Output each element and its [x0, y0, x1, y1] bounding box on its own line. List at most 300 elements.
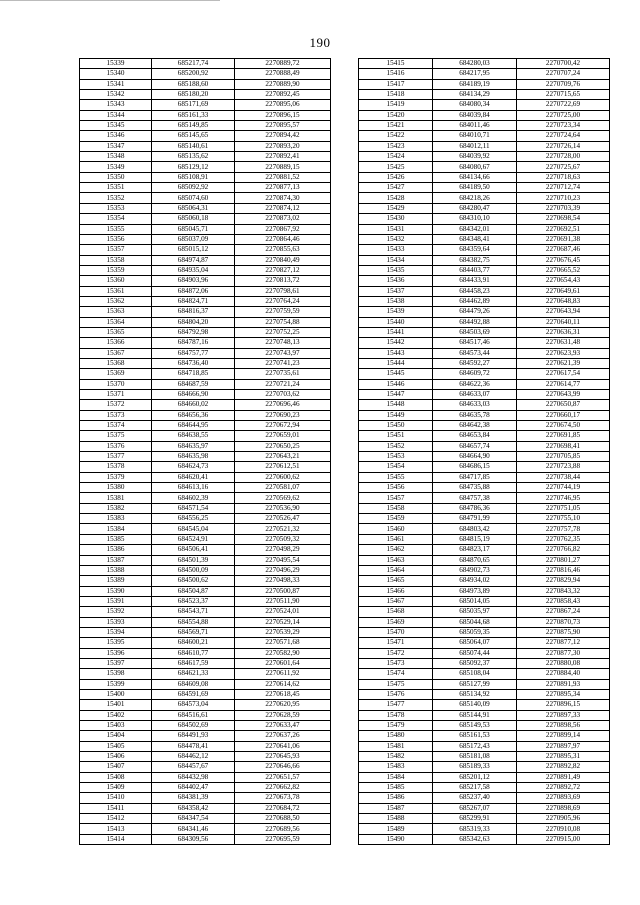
- page-number: 190: [309, 35, 331, 50]
- x-coordinate-cell: 685189,33: [433, 762, 517, 772]
- table-row: [359, 627, 610, 637]
- point-number-cell: 15484: [359, 772, 433, 782]
- x-coordinate-cell: 685127,99: [433, 679, 517, 689]
- point-number-cell: 15430: [359, 214, 433, 224]
- y-coordinate-cell: 2270873,02: [235, 214, 331, 224]
- x-coordinate-cell: 684462,12: [152, 752, 235, 762]
- point-number-cell: 15455: [359, 472, 433, 482]
- y-coordinate-cell: 2270689,56: [235, 824, 331, 834]
- y-coordinate-cell: 2270646,66: [235, 762, 331, 772]
- x-coordinate-cell: 684341,46: [152, 824, 235, 834]
- x-coordinate-cell: 684478,41: [152, 741, 235, 751]
- y-coordinate-cell: 2270601,64: [235, 658, 331, 668]
- point-number-cell: 15463: [359, 555, 433, 565]
- point-number-cell: 15472: [359, 648, 433, 658]
- x-coordinate-cell: 684457,67: [152, 762, 235, 772]
- y-coordinate-cell: 2270905,96: [517, 814, 610, 824]
- table-row: [80, 834, 331, 844]
- x-coordinate-cell: 685217,74: [152, 59, 235, 69]
- x-coordinate-cell: 684479,26: [433, 307, 517, 317]
- table-row: [80, 296, 331, 306]
- point-number-cell: 15403: [80, 721, 152, 731]
- point-number-cell: 15486: [359, 793, 433, 803]
- point-number-cell: 15426: [359, 172, 433, 182]
- table-row: [80, 700, 331, 710]
- table-row: [359, 534, 610, 544]
- point-number-cell: 15441: [359, 327, 433, 337]
- table-row: [359, 110, 610, 120]
- point-number-cell: 15442: [359, 338, 433, 348]
- y-coordinate-cell: 2270877,30: [517, 648, 610, 658]
- table-row: [80, 400, 331, 410]
- point-number-cell: 15360: [80, 276, 152, 286]
- y-coordinate-cell: 2270643,99: [517, 390, 610, 400]
- x-coordinate-cell: 684620,41: [152, 472, 235, 482]
- x-coordinate-cell: 684600,21: [152, 638, 235, 648]
- x-coordinate-cell: 684381,39: [152, 793, 235, 803]
- y-coordinate-cell: 2270877,13: [235, 183, 331, 193]
- x-coordinate-cell: 685035,97: [433, 607, 517, 617]
- table-row: [80, 783, 331, 793]
- x-coordinate-cell: 684803,42: [433, 524, 517, 534]
- y-coordinate-cell: 2270875,90: [517, 627, 610, 637]
- x-coordinate-cell: 684347,54: [152, 814, 235, 824]
- table-row: [80, 638, 331, 648]
- table-row: [359, 317, 610, 327]
- x-coordinate-cell: 684012,11: [433, 141, 517, 151]
- x-coordinate-cell: 685108,91: [152, 172, 235, 182]
- point-number-cell: 15408: [80, 772, 152, 782]
- point-number-cell: 15349: [80, 162, 152, 172]
- table-row: [80, 565, 331, 575]
- x-coordinate-cell: 684974,87: [152, 255, 235, 265]
- point-number-cell: 15355: [80, 224, 152, 234]
- left-coordinate-table: [79, 58, 331, 845]
- x-coordinate-cell: 685108,04: [433, 669, 517, 679]
- point-number-cell: 15414: [80, 834, 152, 844]
- y-coordinate-cell: 2270645,93: [235, 752, 331, 762]
- x-coordinate-cell: 684010,71: [433, 131, 517, 141]
- x-coordinate-cell: 684524,91: [152, 534, 235, 544]
- y-coordinate-cell: 2270759,59: [235, 307, 331, 317]
- point-number-cell: 15482: [359, 752, 433, 762]
- table-row: [359, 193, 610, 203]
- x-coordinate-cell: 684432,98: [152, 772, 235, 782]
- point-number-cell: 15350: [80, 172, 152, 182]
- table-row: [359, 565, 610, 575]
- y-coordinate-cell: 2270898,56: [517, 721, 610, 731]
- table-row: [359, 307, 610, 317]
- y-coordinate-cell: 2270709,76: [517, 79, 610, 89]
- y-coordinate-cell: 2270676,45: [517, 255, 610, 265]
- table-row: [359, 245, 610, 255]
- point-number-cell: 15361: [80, 286, 152, 296]
- y-coordinate-cell: 2270581,07: [235, 483, 331, 493]
- x-coordinate-cell: 685045,71: [152, 224, 235, 234]
- table-row: [80, 555, 331, 565]
- point-number-cell: 15380: [80, 483, 152, 493]
- x-coordinate-cell: 685140,09: [433, 700, 517, 710]
- point-number-cell: 15364: [80, 317, 152, 327]
- x-coordinate-cell: 684218,26: [433, 193, 517, 203]
- point-number-cell: 15439: [359, 307, 433, 317]
- x-coordinate-cell: 684491,93: [152, 731, 235, 741]
- point-number-cell: 15436: [359, 276, 433, 286]
- y-coordinate-cell: 2270892,72: [517, 783, 610, 793]
- y-coordinate-cell: 2270633,47: [235, 721, 331, 731]
- point-number-cell: 15460: [359, 524, 433, 534]
- x-coordinate-cell: 685149,53: [433, 721, 517, 731]
- y-coordinate-cell: 2270798,61: [235, 286, 331, 296]
- point-number-cell: 15485: [359, 783, 433, 793]
- table-row: [80, 390, 331, 400]
- x-coordinate-cell: 684622,36: [433, 379, 517, 389]
- point-number-cell: 15377: [80, 452, 152, 462]
- point-number-cell: 15393: [80, 617, 152, 627]
- x-coordinate-cell: 685171,69: [152, 100, 235, 110]
- table-row: [80, 731, 331, 741]
- point-number-cell: 15407: [80, 762, 152, 772]
- y-coordinate-cell: 2270884,40: [517, 669, 610, 679]
- table-row: [359, 214, 610, 224]
- point-number-cell: 15366: [80, 338, 152, 348]
- point-number-cell: 15351: [80, 183, 152, 193]
- top-edge-rule: [0, 0, 220, 1]
- y-coordinate-cell: 2270874,12: [235, 203, 331, 213]
- table-row: [359, 689, 610, 699]
- table-row: [80, 762, 331, 772]
- table-row: [359, 265, 610, 275]
- point-number-cell: 15352: [80, 193, 152, 203]
- table-row: [359, 824, 610, 834]
- point-number-cell: 15421: [359, 121, 433, 131]
- point-number-cell: 15410: [80, 793, 152, 803]
- y-coordinate-cell: 2270726,14: [517, 141, 610, 151]
- x-coordinate-cell: 684657,74: [433, 441, 517, 451]
- x-coordinate-cell: 684348,41: [433, 234, 517, 244]
- point-number-cell: 15372: [80, 400, 152, 410]
- table-row: [80, 234, 331, 244]
- table-row: [80, 534, 331, 544]
- table-row: [359, 348, 610, 358]
- point-number-cell: 15376: [80, 441, 152, 451]
- x-coordinate-cell: 684501,39: [152, 555, 235, 565]
- y-coordinate-cell: 2270705,85: [517, 452, 610, 462]
- table-row: [80, 224, 331, 234]
- y-coordinate-cell: 2270895,31: [517, 752, 610, 762]
- y-coordinate-cell: 2270743,97: [235, 348, 331, 358]
- x-coordinate-cell: 684903,96: [152, 276, 235, 286]
- x-coordinate-cell: 684816,37: [152, 307, 235, 317]
- table-row: [359, 741, 610, 751]
- x-coordinate-cell: 684189,50: [433, 183, 517, 193]
- point-number-cell: 15466: [359, 586, 433, 596]
- right-coordinate-table-container: [358, 58, 610, 845]
- point-number-cell: 15406: [80, 752, 152, 762]
- table-row: [80, 503, 331, 513]
- y-coordinate-cell: 2270496,29: [235, 565, 331, 575]
- x-coordinate-cell: 684792,98: [152, 327, 235, 337]
- table-row: [80, 462, 331, 472]
- point-number-cell: 15404: [80, 731, 152, 741]
- point-number-cell: 15476: [359, 689, 433, 699]
- x-coordinate-cell: 684735,88: [433, 483, 517, 493]
- point-number-cell: 15392: [80, 607, 152, 617]
- y-coordinate-cell: 2270498,29: [235, 545, 331, 555]
- x-coordinate-cell: 685172,43: [433, 741, 517, 751]
- y-coordinate-cell: 2270893,69: [517, 793, 610, 803]
- x-coordinate-cell: 684545,04: [152, 524, 235, 534]
- table-row: [359, 121, 610, 131]
- x-coordinate-cell: 684280,03: [433, 59, 517, 69]
- x-coordinate-cell: 684717,85: [433, 472, 517, 482]
- x-coordinate-cell: 684973,89: [433, 586, 517, 596]
- table-row: [80, 689, 331, 699]
- y-coordinate-cell: 2270723,34: [517, 121, 610, 131]
- table-row: [80, 327, 331, 337]
- table-row: [80, 658, 331, 668]
- y-coordinate-cell: 2270858,43: [517, 596, 610, 606]
- table-row: [359, 586, 610, 596]
- point-number-cell: 15474: [359, 669, 433, 679]
- table-row: [80, 410, 331, 420]
- table-row: [359, 183, 610, 193]
- table-row: [80, 596, 331, 606]
- x-coordinate-cell: 685060,18: [152, 214, 235, 224]
- table-row: [80, 576, 331, 586]
- point-number-cell: 15381: [80, 493, 152, 503]
- table-row: [80, 824, 331, 834]
- y-coordinate-cell: 2270895,34: [517, 689, 610, 699]
- x-coordinate-cell: 685059,35: [433, 627, 517, 637]
- y-coordinate-cell: 2270536,90: [235, 503, 331, 513]
- y-coordinate-cell: 2270881,52: [235, 172, 331, 182]
- point-number-cell: 15450: [359, 421, 433, 431]
- point-number-cell: 15363: [80, 307, 152, 317]
- table-row: [80, 586, 331, 596]
- point-number-cell: 15432: [359, 234, 433, 244]
- table-row: [359, 658, 610, 668]
- table-row: [359, 731, 610, 741]
- point-number-cell: 15477: [359, 700, 433, 710]
- table-row: [359, 286, 610, 296]
- table-row: [359, 90, 610, 100]
- y-coordinate-cell: 2270620,95: [235, 700, 331, 710]
- x-coordinate-cell: 685188,60: [152, 79, 235, 89]
- y-coordinate-cell: 2270654,43: [517, 276, 610, 286]
- table-row: [80, 617, 331, 627]
- x-coordinate-cell: 685201,12: [433, 772, 517, 782]
- x-coordinate-cell: 684815,19: [433, 534, 517, 544]
- x-coordinate-cell: 685161,33: [152, 110, 235, 120]
- point-number-cell: 15369: [80, 369, 152, 379]
- y-coordinate-cell: 2270636,31: [517, 327, 610, 337]
- point-number-cell: 15462: [359, 545, 433, 555]
- point-number-cell: 15375: [80, 431, 152, 441]
- y-coordinate-cell: 2270910,08: [517, 824, 610, 834]
- y-coordinate-cell: 2270896,15: [235, 110, 331, 120]
- y-coordinate-cell: 2270637,26: [235, 731, 331, 741]
- point-number-cell: 15416: [359, 69, 433, 79]
- x-coordinate-cell: 684613,16: [152, 483, 235, 493]
- table-row: [80, 152, 331, 162]
- point-number-cell: 15413: [80, 824, 152, 834]
- point-number-cell: 15411: [80, 803, 152, 813]
- table-row: [80, 431, 331, 441]
- point-number-cell: 15371: [80, 390, 152, 400]
- point-number-cell: 15409: [80, 783, 152, 793]
- point-number-cell: 15449: [359, 410, 433, 420]
- y-coordinate-cell: 2270674,50: [517, 421, 610, 431]
- x-coordinate-cell: 685064,31: [152, 203, 235, 213]
- x-coordinate-cell: 684633,03: [433, 400, 517, 410]
- x-coordinate-cell: 684039,92: [433, 152, 517, 162]
- point-number-cell: 15479: [359, 721, 433, 731]
- point-number-cell: 15434: [359, 255, 433, 265]
- y-coordinate-cell: 2270649,61: [517, 286, 610, 296]
- x-coordinate-cell: 684902,73: [433, 565, 517, 575]
- table-row: [80, 772, 331, 782]
- point-number-cell: 15429: [359, 203, 433, 213]
- table-row: [359, 710, 610, 720]
- table-row: [80, 421, 331, 431]
- x-coordinate-cell: 685014,05: [433, 596, 517, 606]
- x-coordinate-cell: 684403,77: [433, 265, 517, 275]
- table-row: [359, 276, 610, 286]
- table-row: [359, 441, 610, 451]
- table-row: [80, 483, 331, 493]
- y-coordinate-cell: 2270539,29: [235, 627, 331, 637]
- y-coordinate-cell: 2270571,68: [235, 638, 331, 648]
- x-coordinate-cell: 684402,47: [152, 783, 235, 793]
- table-row: [80, 669, 331, 679]
- y-coordinate-cell: 2270498,33: [235, 576, 331, 586]
- point-number-cell: 15443: [359, 348, 433, 358]
- table-row: [80, 69, 331, 79]
- table-row: [359, 369, 610, 379]
- x-coordinate-cell: 684458,23: [433, 286, 517, 296]
- y-coordinate-cell: 2270495,54: [235, 555, 331, 565]
- table-row: [359, 410, 610, 420]
- y-coordinate-cell: 2270813,72: [235, 276, 331, 286]
- point-number-cell: 15398: [80, 669, 152, 679]
- y-coordinate-cell: 2270899,14: [517, 731, 610, 741]
- table-row: [359, 358, 610, 368]
- point-number-cell: 15440: [359, 317, 433, 327]
- point-number-cell: 15390: [80, 586, 152, 596]
- table-row: [80, 214, 331, 224]
- y-coordinate-cell: 2270612,51: [235, 462, 331, 472]
- x-coordinate-cell: 684823,17: [433, 545, 517, 555]
- table-row: [359, 772, 610, 782]
- point-number-cell: 15339: [80, 59, 152, 69]
- point-number-cell: 15454: [359, 462, 433, 472]
- y-coordinate-cell: 2270707,24: [517, 69, 610, 79]
- point-number-cell: 15353: [80, 203, 152, 213]
- x-coordinate-cell: 685134,92: [433, 689, 517, 699]
- x-coordinate-cell: 684433,91: [433, 276, 517, 286]
- x-coordinate-cell: 684543,71: [152, 607, 235, 617]
- x-coordinate-cell: 684134,66: [433, 172, 517, 182]
- y-coordinate-cell: 2270724,64: [517, 131, 610, 141]
- x-coordinate-cell: 685237,40: [433, 793, 517, 803]
- x-coordinate-cell: 684791,99: [433, 514, 517, 524]
- table-row: [80, 265, 331, 275]
- y-coordinate-cell: 2270764,24: [235, 296, 331, 306]
- y-coordinate-cell: 2270915,00: [517, 834, 610, 844]
- y-coordinate-cell: 2270741,23: [235, 358, 331, 368]
- y-coordinate-cell: 2270877,12: [517, 638, 610, 648]
- y-coordinate-cell: 2270801,27: [517, 555, 610, 565]
- point-number-cell: 15475: [359, 679, 433, 689]
- table-row: [80, 607, 331, 617]
- x-coordinate-cell: 684358,42: [152, 803, 235, 813]
- x-coordinate-cell: 684504,87: [152, 586, 235, 596]
- y-coordinate-cell: 2270696,46: [235, 400, 331, 410]
- y-coordinate-cell: 2270748,13: [235, 338, 331, 348]
- y-coordinate-cell: 2270600,62: [235, 472, 331, 482]
- x-coordinate-cell: 684011,46: [433, 121, 517, 131]
- x-coordinate-cell: 684624,73: [152, 462, 235, 472]
- table-row: [359, 503, 610, 513]
- y-coordinate-cell: 2270617,54: [517, 369, 610, 379]
- x-coordinate-cell: 684787,16: [152, 338, 235, 348]
- table-row: [359, 234, 610, 244]
- table-row: [80, 358, 331, 368]
- table-row: [359, 834, 610, 844]
- point-number-cell: 15362: [80, 296, 152, 306]
- x-coordinate-cell: 684660,02: [152, 400, 235, 410]
- y-coordinate-cell: 2270631,48: [517, 338, 610, 348]
- y-coordinate-cell: 2270880,08: [517, 658, 610, 668]
- x-coordinate-cell: 684656,36: [152, 410, 235, 420]
- y-coordinate-cell: 2270762,35: [517, 534, 610, 544]
- table-row: [80, 255, 331, 265]
- x-coordinate-cell: 684610,77: [152, 648, 235, 658]
- point-number-cell: 15465: [359, 576, 433, 586]
- x-coordinate-cell: 684310,10: [433, 214, 517, 224]
- point-number-cell: 15348: [80, 152, 152, 162]
- point-number-cell: 15415: [359, 59, 433, 69]
- y-coordinate-cell: 2270751,05: [517, 503, 610, 513]
- table-row: [359, 524, 610, 534]
- x-coordinate-cell: 684573,04: [152, 700, 235, 710]
- x-coordinate-cell: 684757,77: [152, 348, 235, 358]
- x-coordinate-cell: 684309,56: [152, 834, 235, 844]
- y-coordinate-cell: 2270898,69: [517, 803, 610, 813]
- point-number-cell: 15452: [359, 441, 433, 451]
- point-number-cell: 15478: [359, 710, 433, 720]
- y-coordinate-cell: 2270855,63: [235, 245, 331, 255]
- x-coordinate-cell: 684872,06: [152, 286, 235, 296]
- y-coordinate-cell: 2270582,90: [235, 648, 331, 658]
- point-number-cell: 15445: [359, 369, 433, 379]
- x-coordinate-cell: 684080,67: [433, 162, 517, 172]
- y-coordinate-cell: 2270829,94: [517, 576, 610, 586]
- x-coordinate-cell: 684638,55: [152, 431, 235, 441]
- table-row: [80, 741, 331, 751]
- table-row: [359, 783, 610, 793]
- y-coordinate-cell: 2270618,45: [235, 689, 331, 699]
- point-number-cell: 15433: [359, 245, 433, 255]
- y-coordinate-cell: 2270892,82: [517, 762, 610, 772]
- point-number-cell: 15342: [80, 90, 152, 100]
- table-row: [80, 514, 331, 524]
- point-number-cell: 15402: [80, 710, 152, 720]
- point-number-cell: 15427: [359, 183, 433, 193]
- y-coordinate-cell: 2270891,49: [517, 772, 610, 782]
- y-coordinate-cell: 2270643,94: [517, 307, 610, 317]
